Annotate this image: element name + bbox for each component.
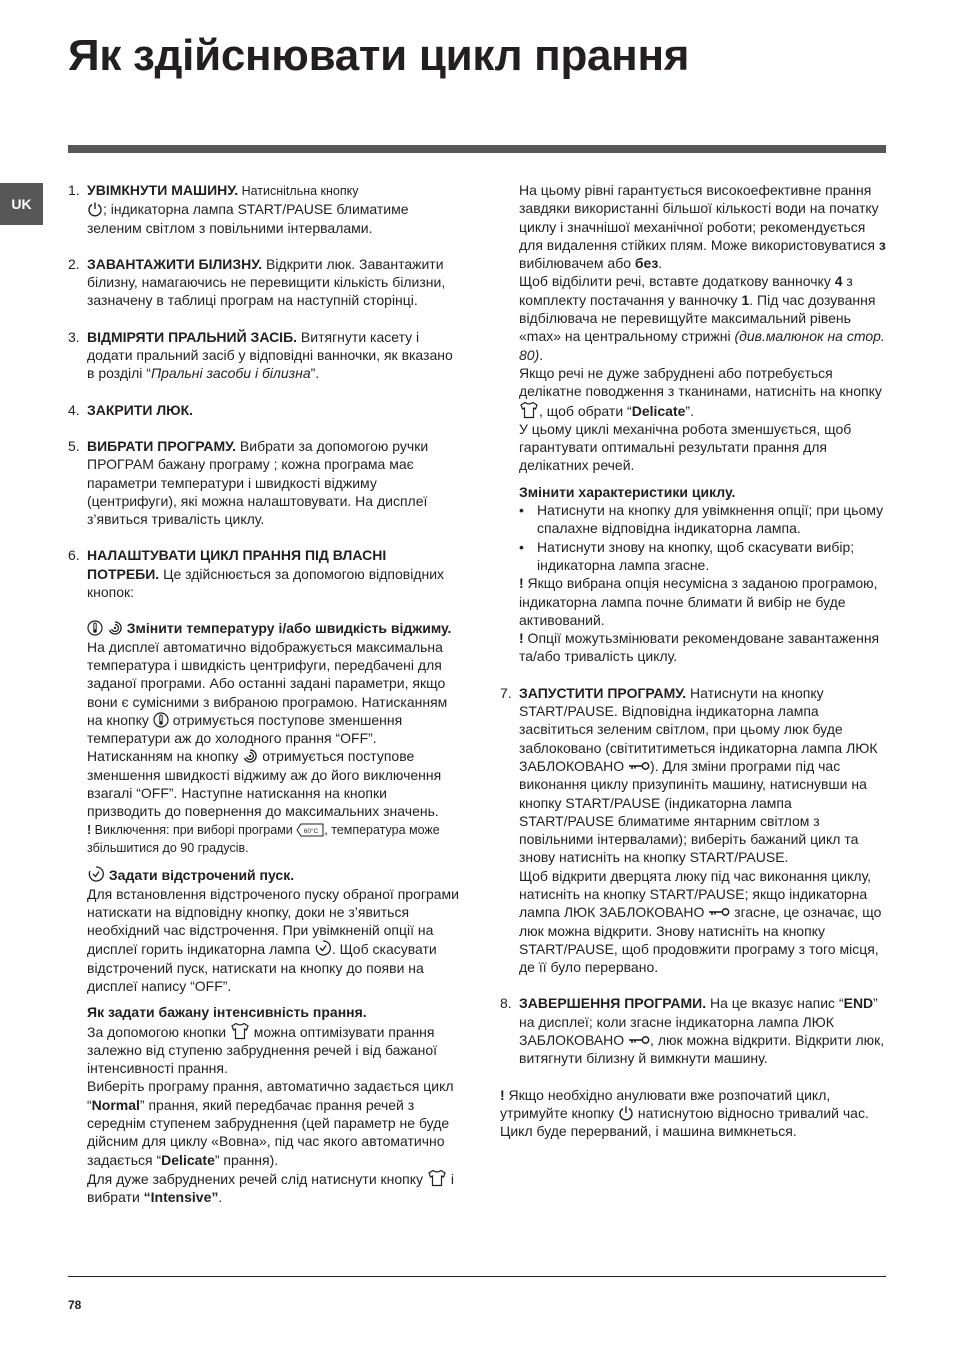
emphasis: з (878, 236, 886, 253)
body-text: . Під час дозування відбілювача не перевищуйте максимальний рівень «max» на центральному стрижні (519, 291, 876, 345)
section-reference: Пральні засоби і білизна (150, 365, 311, 382)
exclamation-mark: ! (87, 822, 92, 837)
language-tab (0, 183, 43, 225)
step-5 (68, 437, 460, 528)
step-3 (68, 328, 460, 383)
step-text: Щоб відкрити дверцята люку під час виконання циклу, натисніть на кнопку START/PAUSE; якщо індикаторна лампа ЛЮК ЗАБЛОКОВАНО (519, 867, 872, 921)
body-text: натиснутою відносно тривалий час. Цикл буде перерваний, і машина вимкнеться. (500, 1104, 869, 1140)
body-text: . (658, 255, 663, 272)
delayed-start-section (87, 865, 460, 995)
step-7 (500, 684, 890, 977)
emphasis: 4 (834, 273, 843, 290)
exception-note (87, 821, 460, 858)
body-text: Натиснути на кнопку для увімкнення опції; при цьому спалахне відповідна індикаторна лампа. (537, 502, 884, 537)
paragraph (519, 364, 890, 420)
step-text: ). Для зміни програми під час виконання циклу призупиніть машину, натиснувши на кнопку START/PAUSE (індикаторна лампа START/PAUSE блиматиме янтарним світлом з повільними інтервалами); виберіть бажаний цикл та знову натисніть на кнопку START/PAUSE. (519, 757, 867, 866)
list-item (519, 538, 890, 575)
emphasis: 1 (741, 291, 750, 308)
step-number: 7. (500, 684, 512, 701)
step-heading: ЗАКРИТИ ЛЮК. (87, 401, 194, 418)
cycle-name: Normal (91, 1096, 140, 1113)
warning-note (519, 574, 890, 629)
cycle-name: Delicate (631, 402, 686, 419)
list-item (519, 501, 890, 538)
step-1 (68, 181, 460, 237)
step-text: ” на дисплеї; коли згасне індикаторна лампа ЛЮК ЗАБЛОКОВАНО (519, 995, 878, 1049)
step-text: ”. (310, 365, 320, 382)
bullet: • (519, 538, 524, 555)
step-number: 6. (68, 547, 80, 564)
body-text: За допомогою кнопки (87, 1023, 227, 1040)
key-lock-icon (628, 1035, 650, 1045)
paragraph (519, 181, 890, 272)
key-lock-icon (628, 761, 650, 771)
body-text: Якщо вибрана опція несумісна з заданою програмою, індикаторна лампа почне блимати й вибір не буде активований. (519, 575, 878, 628)
body-text: ” прання, який передбачає прання речей з середнім ступенем забруднення (цей параметр не буде дійсним для циклу «Вовна», під час якого автоматично задається “ (87, 1096, 450, 1168)
page-number: 78 (68, 1298, 82, 1312)
shirt-icon (519, 401, 539, 419)
body-text: Виключення: при виборі програми (91, 822, 297, 837)
body-text: На цьому рівні гарантується високоефективне прання завдяки використанні більшої кількості води на початку циклу і значнішої механічної роботи; рекомендується для видалення стійких плям. Може використовуватися (519, 182, 879, 253)
step-text: Це здійснюється за допомогою відповідних кнопок: (87, 565, 445, 601)
step-heading: УВІМКНУТИ МАШИНУ. (87, 182, 239, 198)
delay-timer-icon (314, 939, 332, 957)
cycle-name: Delicate (161, 1151, 215, 1168)
body-text: Натиснути знову на кнопку, щоб скасувати вибір; індикаторна лампа згасне. (537, 538, 855, 573)
power-icon (618, 1105, 634, 1121)
intensity-continued (500, 181, 890, 666)
shirt-icon (230, 1022, 250, 1040)
60c-icon-label: 60°C (303, 827, 319, 835)
subsection-heading: Змінити характеристики циклу. (519, 483, 736, 500)
step-6-details (68, 619, 460, 1206)
body-text: ”. (685, 402, 694, 419)
body-text: можна оптимізувати прання залежно від ступеню забруднення речей і від бажаної інтенсивності прання. (87, 1023, 437, 1077)
body-text: Щоб відбілити речі, вставте додаткову ванночку (519, 273, 835, 290)
step-number: 4. (68, 401, 80, 418)
spin-icon (107, 620, 123, 636)
spin-icon (242, 748, 258, 764)
intensity-section (87, 1003, 460, 1206)
bullet: • (519, 502, 524, 519)
step-number: 8. (500, 995, 512, 1012)
body-text: Якщо речі не дуже забруднені або потребується делікатне поводження з тканинами, натисніть на кнопку (519, 364, 882, 400)
display-text: END (843, 995, 874, 1012)
body-text: , температура може збільшитися до 90 градусів. (87, 822, 440, 855)
step-text: Відкрити люк. Завантажити білизну, намагаючись не перевищити кількість білизни, зазначену в таблиці програм на наступній сторінці. (87, 255, 446, 309)
thermometer-icon (87, 620, 103, 636)
paragraph: У цьому циклі механічна робота зменшується, щоб гарантувати оптимальні результати прання для делікатних речей. (519, 420, 852, 474)
body-text: отримується поступове зменшення швидкості віджиму аж до його виключення взагалі “OFF”. Наступне натискання на кнопки призводить до повернення до максимальних значень. (87, 748, 442, 820)
power-icon (87, 201, 103, 217)
page-reference: (див.малюнок на стор. 80) (519, 328, 885, 363)
60c-icon (296, 823, 324, 837)
right-column (500, 181, 890, 1141)
cycle-name: “Intensive” (143, 1189, 219, 1206)
footer-divider (68, 1276, 886, 1277)
body-text: . Щоб скасувати відстрочений пуск, натискати на кнопку до появи на дисплеї напису “OFF”. (87, 941, 437, 994)
title-divider (68, 145, 886, 153)
body-text: і вибрати (87, 1170, 454, 1206)
step-text: На це вказує напис “ (706, 995, 844, 1012)
step-text: , люк можна відкрити. Відкрити люк, витягнути білизну й вимкнути машину. (519, 1032, 885, 1067)
step-2 (68, 255, 460, 310)
key-lock-icon (708, 907, 730, 917)
body-text: , щоб обрати “ (539, 402, 632, 419)
step-text: Вибрати за допомогою ручки ПРОГРАМ бажану програму ; кожна програма має параметри температури і швидкості віджиму (центрифуги), які можна налаштовувати. На дисплеї з’явиться тривалість циклу. (87, 437, 429, 528)
exclamation-mark: ! (519, 630, 524, 647)
step-text: Натиснути на кнопку START/PAUSE. Відповідна індикаторна лампа засвітиться зеленим світлом, при цьому люк буде заблоковано (світититиметься індикаторна лампа ЛЮК ЗАБЛОКОВАНО (519, 684, 878, 774)
subsection-heading: Задати відстрочений пуск. (108, 867, 295, 884)
thermometer-icon (153, 712, 169, 728)
step-heading: НАЛАШТУВАТИ ЦИКЛ ПРАННЯ ПІД ВЛАСНІ ПОТРЕБИ. (87, 547, 387, 582)
body-text: вибілювачем або (519, 255, 635, 272)
language-label: UK (11, 196, 32, 212)
step-heading: ВИБРАТИ ПРОГРАМУ. (87, 437, 237, 454)
step-number: 5. (68, 437, 80, 454)
cancel-cycle-note (500, 1086, 890, 1141)
step-heading: ЗАВАНТАЖИТИ БІЛИЗНУ. (87, 255, 263, 272)
body-text: ” прання). (214, 1151, 279, 1168)
exclamation-mark: ! (519, 575, 524, 592)
step-number: 3. (68, 328, 80, 345)
body-text: отримується поступове зменшення температури аж до холодного прання “OFF”. Натисканням на кнопку (87, 711, 403, 765)
step-text: Натисніtльна кнопку (238, 184, 359, 198)
body-text: Для встановлення відстроченого пуску обраної програми натискати на відповідну кнопку, доки не з’явиться необхідний час відстрочення. При увімкненій опції на дисплеї горить індикаторна лампа (87, 885, 459, 958)
step-heading: ЗАПУСТИТИ ПРОГРАМУ. (519, 684, 687, 701)
step-text: ; індикаторна лампа START/PAUSE блиматиме зеленим світлом з повільними інтервалами. (87, 201, 409, 236)
body-text: . (539, 346, 544, 363)
body-text: На дисплеї автоматично відображується максимальна температура і швидкість центрифуги, передбачені для заданої програми. Або останні задані параметри, якщо вони є сумісними з вибраною програмою. Натисканням на кнопку (87, 638, 448, 728)
step-heading: ЗАВЕРШЕННЯ ПРОГРАМИ. (519, 995, 707, 1012)
body-text: Опції можутьзмінювати рекомендоване завантаження та/або тривалість циклу. (519, 630, 880, 665)
step-8 (500, 994, 890, 1067)
step-text: Витягнути касету і додати пральний засіб у відповідні ванночки, як вказано в розділі “ (87, 328, 453, 382)
body-text: з комплекту постачання у ванночку (519, 273, 853, 308)
body-text: Виберіть програму прання, автоматично задається цикл “ (87, 1078, 454, 1113)
step-text: згасне, це означає, що люк можна відкрити. Знову натисніть на кнопку START/PAUSE, щоб продовжити програму з того місця, де її було перервано. (519, 904, 882, 976)
subsection-heading: Як задати бажану інтенсивність прання. (87, 1004, 367, 1021)
emphasis: без (634, 255, 659, 272)
body-text: . (218, 1189, 223, 1206)
warning-note (519, 629, 890, 666)
delay-timer-icon (87, 865, 105, 883)
body-text: Для дуже забруднених речей слід натиснути кнопку (87, 1170, 424, 1187)
subsection-heading: Змінити температуру і/або швидкість віджиму. (126, 620, 452, 637)
step-heading: ВІДМІРЯТИ ПРАЛЬНИЙ ЗАСІБ. (87, 328, 298, 345)
shirt-icon (427, 1169, 447, 1187)
temperature-spin-section (87, 619, 460, 820)
step-number: 2. (68, 255, 80, 272)
step-number: 1. (68, 182, 80, 198)
paragraph (519, 272, 890, 363)
step-4 (68, 401, 460, 419)
options-section (519, 483, 890, 501)
body-text: Якщо необхідно анулювати вже розпочатий цикл, утримуйте кнопку (500, 1086, 831, 1121)
exclamation-mark: ! (500, 1086, 505, 1103)
page-title: Як здійснювати цикл прання (68, 31, 690, 80)
left-column (68, 181, 460, 1207)
step-6 (68, 546, 460, 601)
